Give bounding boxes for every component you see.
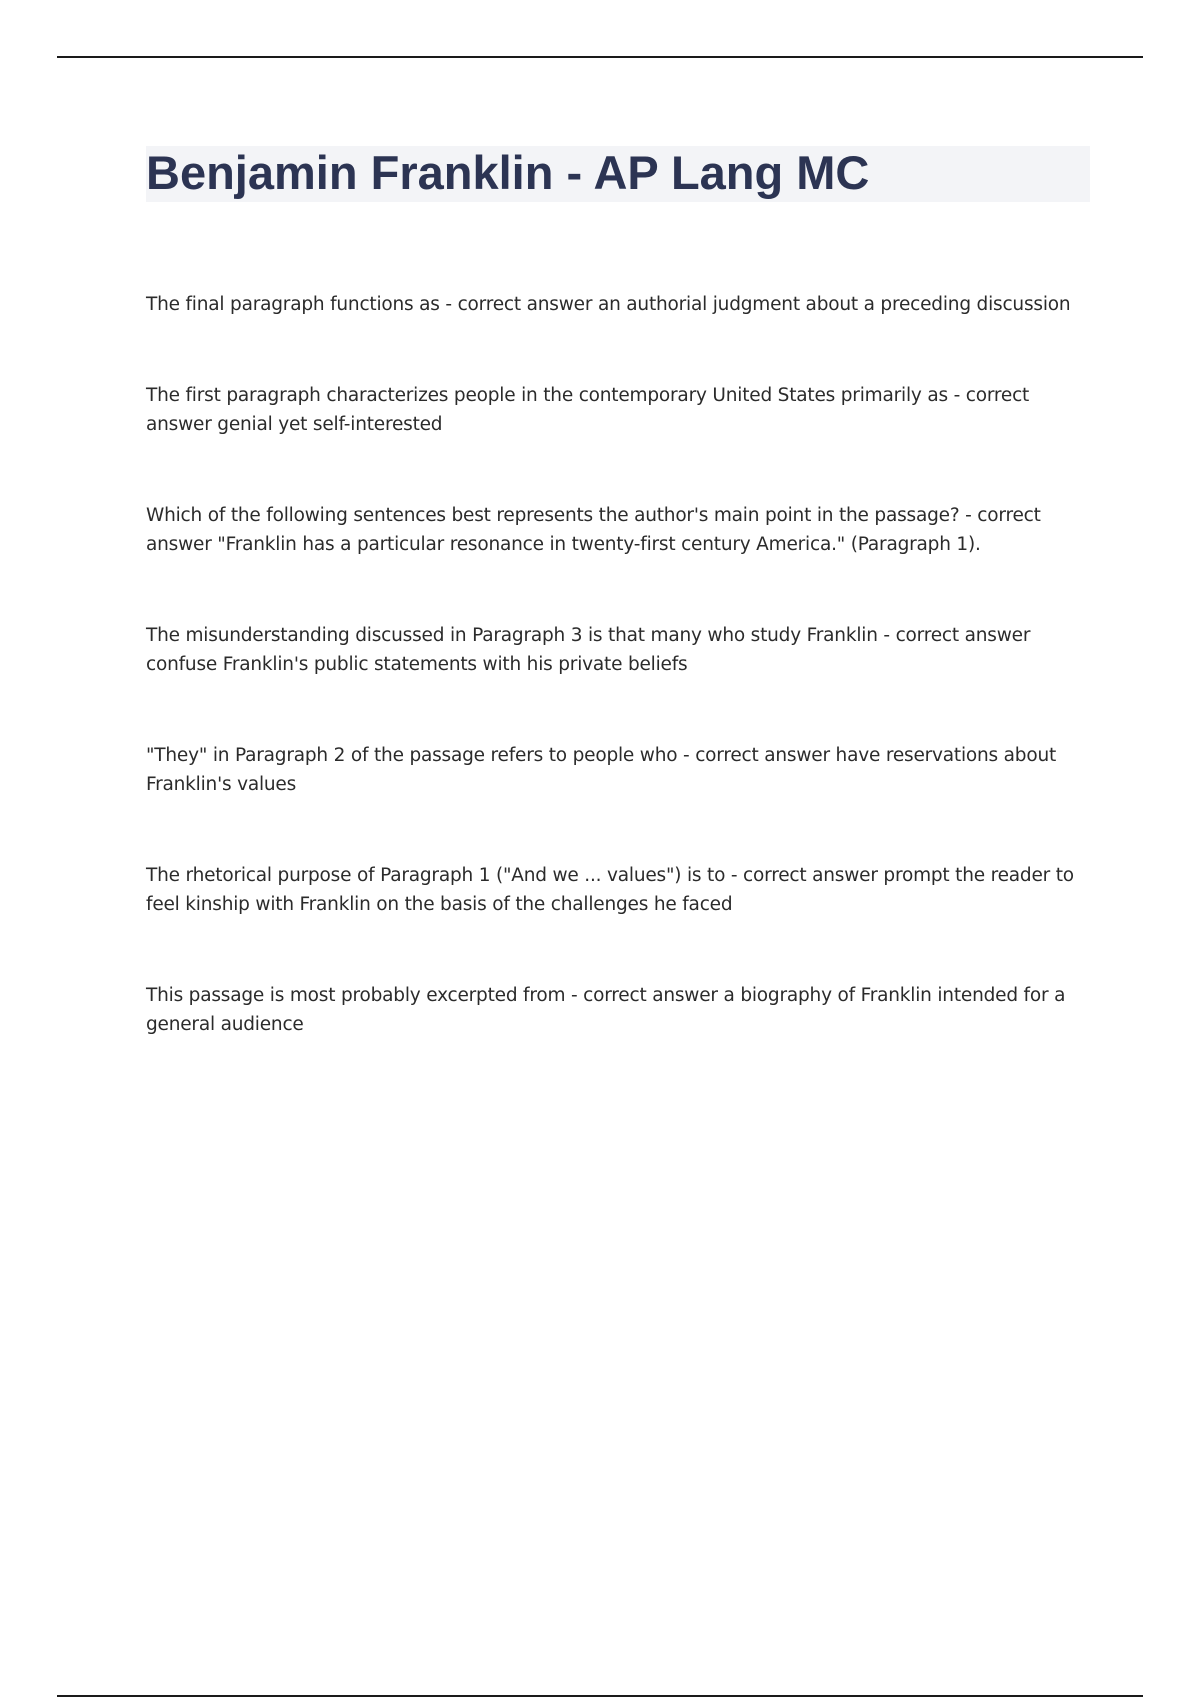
qa-item: The first paragraph characterizes people in the contemporary United States primarily as - correct answer genial yet self-interested <box>146 385 1030 435</box>
qa-item: Which of the following sentences best represents the author's main point in the passage? - correct answer "Franklin has a particular resonance in twenty-first century America." (Paragraph 1). <box>146 505 1041 555</box>
page-title: Benjamin Franklin - AP Lang MC <box>146 146 870 199</box>
qa-item: The final paragraph functions as - correct answer an authorial judgment about a preceding discussion <box>146 294 1071 315</box>
qa-item: "They" in Paragraph 2 of the passage refers to people who - correct answer have reservations about Franklin's values <box>146 745 1057 795</box>
bottom-rule <box>57 1695 1143 1697</box>
qa-item: The rhetorical purpose of Paragraph 1 ("And we ... values") is to - correct answer prompt the reader to feel kinship with Franklin on the basis of the challenges he faced <box>146 865 1074 915</box>
qa-list <box>146 290 1096 1101</box>
qa-item: The misunderstanding discussed in Paragraph 3 is that many who study Franklin - correct answer confuse Franklin's public statements with his private beliefs <box>146 625 1031 675</box>
top-rule <box>57 56 1143 58</box>
qa-item: This passage is most probably excerpted from - correct answer a biography of Franklin intended for a general audience <box>146 985 1066 1035</box>
